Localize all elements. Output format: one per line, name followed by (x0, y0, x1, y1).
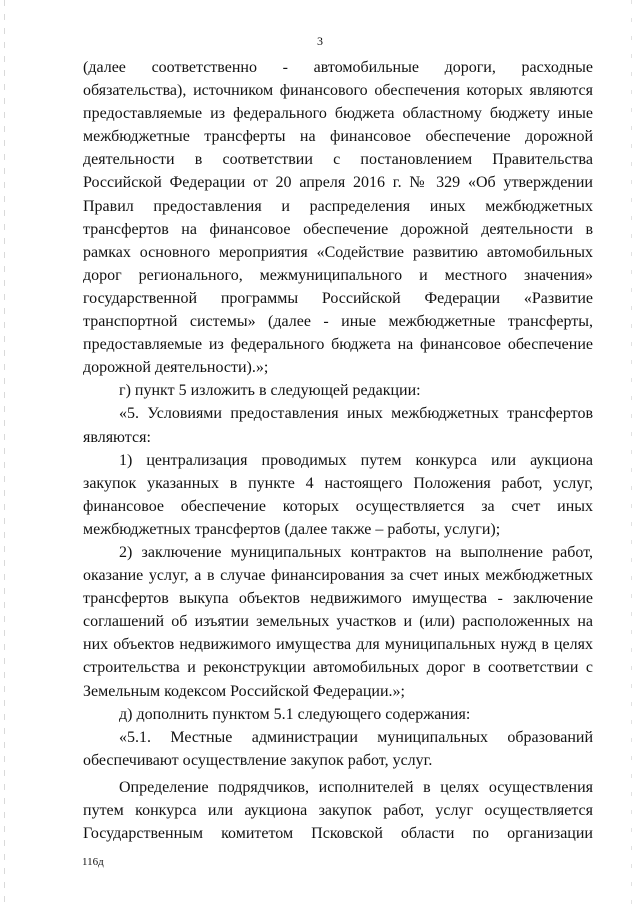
text-line: дорожной деятельности).»; (83, 359, 269, 377)
text-line: транспортной системы» (далее - иные межбюджетные трансферты, (83, 313, 593, 331)
text-line: (далее соответственно - автомобильные дороги, расходные (83, 59, 593, 76)
text-line: Правил предоставления и распределения иных межбюджетных (83, 197, 593, 215)
text-line: межбюджетные трансферты на финансовое обеспечение дорожной (83, 128, 593, 146)
text-line: межбюджетных трансфертов (далее также – работы, услуги); (83, 520, 501, 538)
text-line: соглашений об изъятии земельных участков и (или) расположенных на (83, 613, 593, 631)
scan-edge-left (4, 0, 5, 905)
text-line: дорог регионального, межмуниципального и местного значения» (83, 266, 593, 284)
text-line: Российской Федерации от 20 апреля 2016 г. № 329 «Об утверждении (83, 174, 593, 192)
text-line: путем конкурса или аукциона закупок работ, услуг осуществляется (83, 802, 593, 819)
text-line: г) пункт 5 изложить в следующей редакции: (119, 382, 421, 400)
text-line: являются: (83, 428, 151, 446)
text-line: оказание услуг, а в случае финансирования за счет иных межбюджетных (83, 567, 593, 585)
text-line: Определение подрядчиков, исполнителей в целях осуществления (119, 778, 593, 796)
text-line: трансфертов на финансовое обеспечение дорожной деятельности в (83, 220, 593, 238)
text-line: строительства и реконструкции автомобильных дорог в соответствии с (83, 659, 593, 677)
text-line: деятельности в соответствии с постановлением Правительства (83, 151, 593, 169)
text-line: рамках основного мероприятия «Содействие развитию автомобильных (83, 243, 593, 261)
text-line: финансовое обеспечение которых осуществляется за счет иных (83, 497, 593, 515)
text-line: предоставляемые из федерального бюджета областному бюджету иные (83, 105, 593, 123)
text-line: «5. Условиями предоставления иных межбюджетных трансфертов (119, 405, 593, 423)
text-line: предоставляемые из федерального бюджета на финансовое обеспечение (83, 336, 593, 354)
text-line: Земельным кодексом Российской Федерации.»; (83, 682, 405, 700)
text-line: обязательства), источником финансового обеспечения которых являются (83, 82, 593, 100)
text-line: 1) централизация проводимых путем конкурса или аукциона (119, 451, 593, 469)
text-line: государственной программы Российской Федерации «Развитие (83, 289, 593, 307)
text-line: трансфертов выкупа объектов недвижимого имущества - заключение (83, 590, 593, 608)
page-number: 3 (317, 34, 323, 48)
text-line: «5.1. Местные администрации муниципальных образований (119, 728, 593, 746)
text-line: обеспечивают осуществление закупок работ, услуг. (83, 751, 433, 769)
text-line: д) дополнить пунктом 5.1 следующего содержания: (119, 705, 471, 723)
text-line: 2) заключение муниципальных контрактов на выполнение работ, (119, 543, 593, 561)
text-line: них объектов недвижимого имущества для муниципальных нужд в целях (83, 636, 593, 654)
text-line: закупок указанных в пункте 4 настоящего Положения работ, услуг, (83, 474, 593, 492)
text-line: Государственным комитетом Псковской области по организации (83, 825, 593, 843)
document-code: 116д (82, 856, 104, 868)
body-text (83, 56, 593, 845)
scan-edge-right (631, 0, 632, 905)
